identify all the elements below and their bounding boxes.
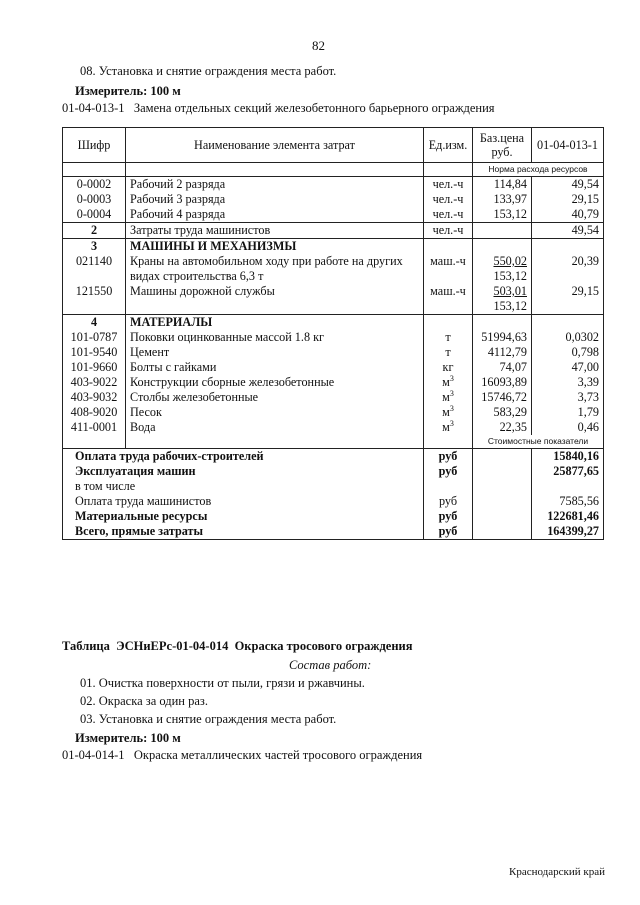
- norm-code-line: 01-04-013-1 Замена отдельных секций железобетонного барьерного ограждения: [62, 101, 495, 115]
- row-value: 29,15: [532, 284, 604, 315]
- cost-value: [532, 479, 604, 494]
- table-row: [63, 345, 604, 360]
- cost-value: 7585,56: [532, 494, 604, 509]
- row-code: 101-0787: [63, 330, 126, 345]
- next-table-title: Таблица ЭСНиЕРс-01-04-014 Окраска тросового ограждения: [62, 639, 413, 653]
- table-row: [63, 330, 604, 345]
- row-name: Вода: [126, 420, 424, 435]
- row-price: 16093,89: [473, 375, 532, 390]
- work-item-2: 02. Окраска за один раз.: [80, 694, 208, 708]
- cost-row: [63, 449, 604, 465]
- row-value: 3,39: [532, 375, 604, 390]
- cost-unit: руб: [424, 494, 473, 509]
- unit-text: м: [442, 390, 450, 404]
- work-item-1: 01. Очистка поверхности от пыли, грязи и ржавчины.: [80, 676, 365, 690]
- header-name: Наименование элемента затрат: [126, 128, 424, 163]
- cost-row: [63, 479, 604, 494]
- work-item-3: 03. Установка и снятие ограждения места работ.: [80, 712, 337, 726]
- row-code: 101-9660: [63, 360, 126, 375]
- row-unit: [424, 345, 473, 360]
- cost-row: [63, 524, 604, 540]
- work-item: 08. Установка и снятие ограждения места работ.: [80, 64, 337, 78]
- cost-value: 15840,16: [532, 449, 604, 465]
- row-code: 403-9032: [63, 390, 126, 405]
- unit-text: т: [445, 330, 451, 344]
- row-unit: чел.-ч: [424, 207, 473, 223]
- unit-text: т: [445, 345, 451, 359]
- cost-row: [63, 509, 604, 524]
- row-price: 133,97: [473, 192, 532, 207]
- cost-name: Оплата труда рабочих-строителей: [63, 449, 424, 465]
- row-value: 47,00: [532, 360, 604, 375]
- row-code: 021140: [63, 254, 126, 284]
- row-value: 49,54: [532, 177, 604, 193]
- row-name: Рабочий 4 разряда: [126, 207, 424, 223]
- row-name: Поковки оцинкованные массой 1.8 кг: [126, 330, 424, 345]
- cost-name: Эксплуатация машин: [63, 464, 424, 479]
- page-number: 82: [312, 38, 325, 53]
- table-row: [63, 390, 604, 405]
- row-name: Краны на автомобильном ходу при работе на других видах строительства 6,3 т: [126, 254, 424, 284]
- norm-label-row: [63, 163, 604, 177]
- unit-sup: 3: [449, 388, 454, 398]
- machinist-row: [63, 223, 604, 239]
- footer-region: Краснодарский край: [509, 866, 606, 878]
- price-top: 550,02: [493, 254, 527, 268]
- row-unit: маш.-ч: [424, 254, 473, 284]
- row-name: Конструкции сборные железобетонные: [126, 375, 424, 390]
- table-row: [63, 207, 604, 223]
- table-header-row: [63, 128, 604, 163]
- cost-unit: руб: [424, 509, 473, 524]
- unit-text: кг: [442, 360, 454, 374]
- header-price: Баз.цена руб.: [473, 128, 532, 163]
- row-code: 101-9540: [63, 345, 126, 360]
- unit-sup: 3: [449, 418, 454, 428]
- cost-value: 164399,27: [532, 524, 604, 540]
- unit-sup: 3: [449, 373, 454, 383]
- row-unit: [424, 405, 473, 420]
- row-name: Болты с гайками: [126, 360, 424, 375]
- row-price: 153,12: [473, 207, 532, 223]
- row-value: 0,798: [532, 345, 604, 360]
- row-name: Столбы железобетонные: [126, 390, 424, 405]
- row-value: 0,0302: [532, 330, 604, 345]
- cost-unit: руб: [424, 464, 473, 479]
- row-code: 403-9022: [63, 375, 126, 390]
- unit-text: м: [442, 405, 450, 419]
- resource-table: [62, 127, 604, 540]
- unit-text: м: [442, 420, 450, 434]
- section-title: МАТЕРИАЛЫ: [126, 315, 424, 331]
- cost-value: 25877,65: [532, 464, 604, 479]
- next-measure-label: Измеритель: 100 м: [75, 731, 181, 745]
- price-top: 503,01: [493, 284, 527, 298]
- cost-value: 122681,46: [532, 509, 604, 524]
- section-code: 4: [63, 315, 126, 331]
- next-norm-code-line: 01-04-014-1 Окраска металлических частей тросового ограждения: [62, 748, 423, 762]
- row-unit: [424, 360, 473, 375]
- row-unit: чел.-ч: [424, 223, 473, 239]
- cost-unit: [424, 479, 473, 494]
- row-code: 0-0003: [63, 192, 126, 207]
- row-unit: [424, 375, 473, 390]
- row-price: [473, 284, 532, 315]
- cost-row: [63, 464, 604, 479]
- cost-row: [63, 494, 604, 509]
- row-value: 40,79: [532, 207, 604, 223]
- row-name: Рабочий 2 разряда: [126, 177, 424, 193]
- row-unit: чел.-ч: [424, 192, 473, 207]
- row-value: 29,15: [532, 192, 604, 207]
- cost-label: Стоимостные показатели: [473, 435, 604, 449]
- table-row: [63, 420, 604, 435]
- cost-label-row: [63, 435, 604, 449]
- row-price: 583,29: [473, 405, 532, 420]
- row-code: 0-0004: [63, 207, 126, 223]
- table-row: [63, 177, 604, 193]
- row-price: 15746,72: [473, 390, 532, 405]
- row-unit: чел.-ч: [424, 177, 473, 193]
- cost-unit: руб: [424, 524, 473, 540]
- table-row: [63, 405, 604, 420]
- row-unit: маш.-ч: [424, 284, 473, 315]
- row-name: Рабочий 3 разряда: [126, 192, 424, 207]
- row-price: [473, 254, 532, 284]
- row-value: 1,79: [532, 405, 604, 420]
- row-code: 411-0001: [63, 420, 126, 435]
- measure-label: Измеритель: 100 м: [75, 84, 181, 98]
- price-bottom: 153,12: [493, 299, 527, 313]
- table-row: [63, 360, 604, 375]
- row-value: 20,39: [532, 254, 604, 284]
- header-unit: Ед.изм.: [424, 128, 473, 163]
- row-value: 3,73: [532, 390, 604, 405]
- row-value: 49,54: [532, 223, 604, 239]
- row-code: 2: [63, 223, 126, 239]
- cost-name: в том числе: [63, 479, 424, 494]
- section-code: 3: [63, 239, 126, 255]
- header-norm-code: 01-04-013-1: [532, 128, 604, 163]
- machines-section-row: [63, 239, 604, 255]
- price-bottom: 153,12: [493, 269, 527, 283]
- row-code: 121550: [63, 284, 126, 315]
- row-price: 74,07: [473, 360, 532, 375]
- works-label: Состав работ:: [289, 658, 372, 672]
- cost-unit: руб: [424, 449, 473, 465]
- section-title: МАШИНЫ И МЕХАНИЗМЫ: [126, 239, 424, 255]
- row-name: Затраты труда машинистов: [126, 223, 424, 239]
- table-row: [63, 192, 604, 207]
- row-unit: [424, 330, 473, 345]
- row-code: 408-9020: [63, 405, 126, 420]
- row-price: 51994,63: [473, 330, 532, 345]
- row-name: Цемент: [126, 345, 424, 360]
- unit-sup: 3: [449, 403, 454, 413]
- row-unit: [424, 420, 473, 435]
- row-value: 0,46: [532, 420, 604, 435]
- row-price: [473, 223, 532, 239]
- row-code: 0-0002: [63, 177, 126, 193]
- row-price: 4112,79: [473, 345, 532, 360]
- row-price: 22,35: [473, 420, 532, 435]
- norm-label: Норма расхода ресурсов: [473, 163, 604, 177]
- row-name: Машины дорожной службы: [126, 284, 424, 315]
- table-row: [63, 284, 604, 315]
- cost-name: Всего, прямые затраты: [63, 524, 424, 540]
- cost-name: Материальные ресурсы: [63, 509, 424, 524]
- materials-section-row: [63, 315, 604, 331]
- header-code: Шифр: [63, 128, 126, 163]
- table-row: [63, 375, 604, 390]
- unit-text: м: [442, 375, 450, 389]
- cost-name: Оплата труда машинистов: [63, 494, 424, 509]
- table-row: [63, 254, 604, 284]
- row-price: 114,84: [473, 177, 532, 193]
- row-unit: [424, 390, 473, 405]
- row-name: Песок: [126, 405, 424, 420]
